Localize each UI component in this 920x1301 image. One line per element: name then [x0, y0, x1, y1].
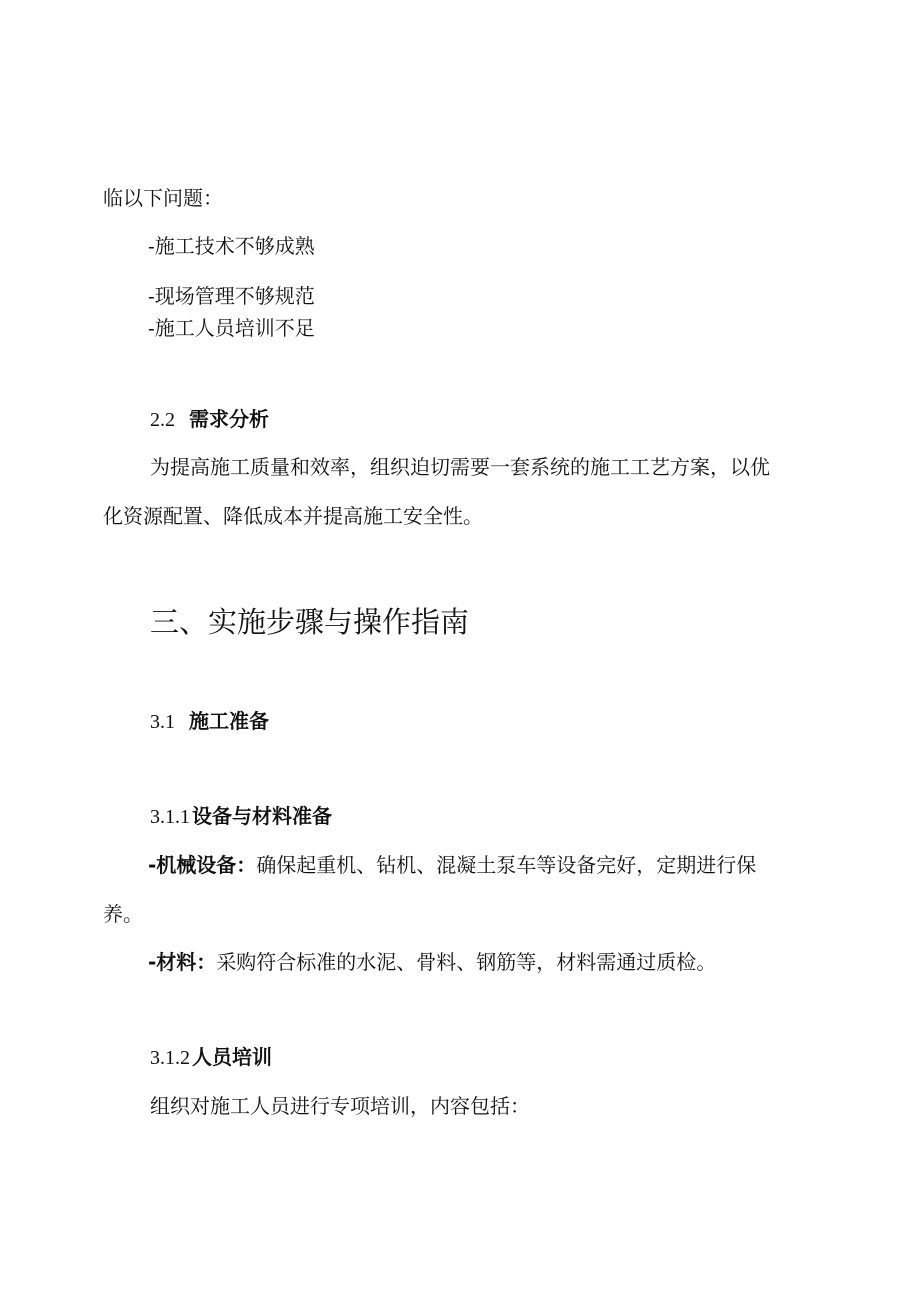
subsection-title: 人员培训 — [192, 1045, 272, 1069]
list-item: -施工技术不够成熟 — [148, 234, 315, 258]
materials-line — [148, 952, 716, 972]
subsection-heading-3-1-1 — [150, 806, 332, 827]
subsection-number: 3.1.2 — [150, 1047, 190, 1069]
section-heading-2-2 — [150, 409, 269, 430]
subsection-title: 设备与材料准备 — [192, 804, 332, 828]
materials-label: -材料： — [148, 950, 217, 974]
section-number: 3.1 — [150, 711, 175, 733]
machinery-text-continued: 养。 — [103, 902, 143, 926]
list-item: -施工人员培训不足 — [148, 316, 315, 340]
paragraph-line: 化资源配置、降低成本并提高施工安全性。 — [103, 504, 483, 528]
section-number: 2.2 — [150, 409, 175, 431]
section-title: 需求分析 — [189, 407, 269, 431]
chapter-heading: 三、实施步骤与操作指南 — [150, 605, 470, 639]
subsection-number: 3.1.1 — [150, 806, 190, 828]
materials-text: 采购符合标准的水泥、骨料、钢筋等，材料需通过质检。 — [216, 950, 717, 974]
section-title: 施工准备 — [189, 709, 269, 733]
list-item: -现场管理不够规范 — [148, 284, 315, 308]
paragraph-line: 组织对施工人员进行专项培训，内容包括： — [150, 1094, 530, 1118]
machinery-label: -机械设备： — [148, 853, 257, 877]
subsection-heading-3-1-2 — [150, 1047, 272, 1068]
machinery-line — [148, 855, 756, 875]
intro-lead: 临以下问题： — [103, 186, 223, 210]
paragraph-line: 为提高施工质量和效率，组织迫切需要一套系统的施工工艺方案，以优 — [150, 455, 770, 479]
machinery-text: 确保起重机、钻机、混凝土泵车等设备完好，定期进行保 — [256, 853, 757, 877]
section-heading-3-1 — [150, 711, 269, 732]
